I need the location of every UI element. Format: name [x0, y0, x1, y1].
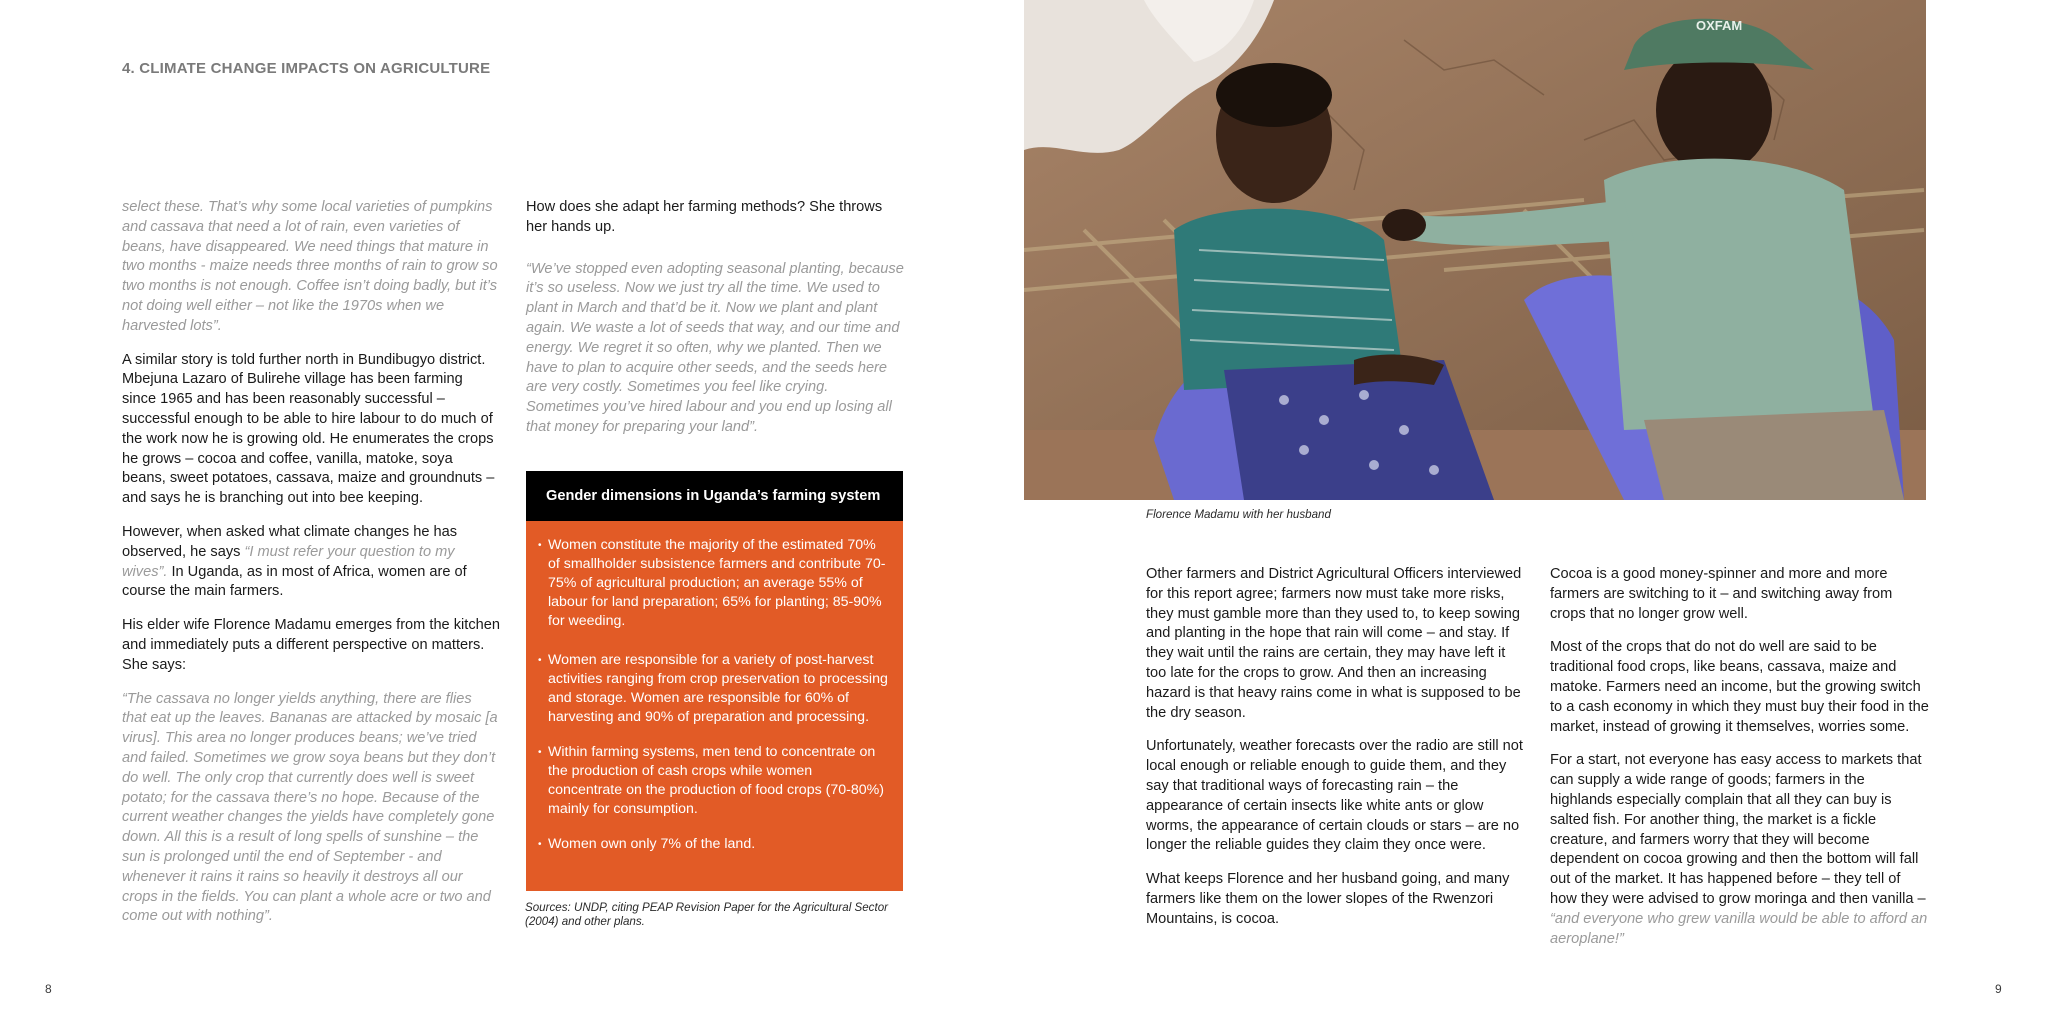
paragraph-text: In Uganda, as in most of Africa, women are of course the main farmers.: [122, 563, 467, 600]
right-column-2: [1550, 565, 1930, 963]
hat-lettering: OXFAM: [1696, 18, 1743, 33]
page-number-left: 8: [45, 982, 52, 996]
quote-paragraph: “The cassava no longer yields anything, there are flies that eat up the leaves. Bananas are attacked by mosaic [a virus]. This area no longer produces beans; we’ve tried and failed. Sometimes we grow soya beans but they don’t do well. The only crop that currently does well is sweet potato; for the cassava there’s no hope. Because of the current weather changes the yields have completely gone down. All this is a result of long spells of sunshine – the sun is prolonged until the end of September - and whenever it rains it rains so heavily it destroys all our crops in the fields. You can plant a whole acre or two and come out with nothing”.: [122, 690, 498, 925]
bullet-text: Women constitute the majority of the estimated 70% of smallholder subsistence farmers and contribute 70-75% of agricultural production; an average 55% of labour for land preparation; 65% for planting; 85-90% for weeding.: [548, 537, 886, 629]
quote-paragraph: “We’ve stopped even adopting seasonal planting, because it’s so useless. Now we just try all the time. We used to plant in March and that’d be it. Now we plant and plant again. We waste a lot of seeds that way, and our time and energy. We regret it so often, why we planted. Then we have to plan to acquire other seeds, and the seeds here are very costly. Sometimes you feel like crying. Sometimes you’ve hired labour and you end up losing all that money for preparing your land”.: [526, 260, 904, 435]
body-paragraph: How does she adapt her farming methods? She throws her hands up.: [526, 199, 883, 235]
body-paragraph: Most of the crops that do not do well are said to be traditional food crops, like beans, cassava, maize and matoke. Farmers need an income, but the growing switch to a cash economy in which they must buy their food in the market, instead of growing it themselves, worries some.: [1550, 639, 1929, 735]
body-paragraph: Cocoa is a good money-spinner and more and more farmers are switching to it – and switching away from crops that no longer grow well.: [1550, 566, 1893, 622]
left-column-2: [526, 198, 904, 452]
bullet-text: Within farming systems, men tend to concentrate on the production of cash crops while women concentrate on the production of food crops (70-80%) mainly for consumption.: [548, 744, 884, 817]
bullet-text: Women are responsible for a variety of post-harvest activities ranging from crop preservation to processing and storage. Women are responsible for 60% of harvesting and 90% of preparation and processing.: [548, 652, 888, 725]
box-bullet-list: [526, 521, 903, 854]
box-bullet-item: [538, 651, 889, 727]
left-column-1: [122, 198, 500, 941]
body-paragraph-mixed: [122, 523, 500, 602]
box-title: Gender dimensions in Uganda’s farming system: [526, 471, 903, 521]
inline-quote: “and everyone who grew vanilla would be able to afford an aeroplane!”: [1550, 910, 1928, 947]
body-paragraph: His elder wife Florence Madamu emerges from the kitchen and immediately puts a different perspective on matters. She says:: [122, 617, 500, 673]
paragraph-text: However, when asked what climate changes he has observed, he says: [122, 523, 458, 560]
section-heading: 4. CLIMATE CHANGE IMPACTS ON AGRICULTURE: [122, 60, 491, 77]
box-bullet-item: [538, 743, 889, 819]
inline-quote: “I must refer your question to my wives”.: [122, 543, 455, 580]
photo-illustration: [1024, 0, 1926, 500]
box-bullet-item: [538, 835, 889, 854]
bullet-icon: •: [538, 540, 542, 551]
page-number-right: 9: [1995, 982, 2002, 996]
body-paragraph: Other farmers and District Agricultural Officers interviewed for this report agree; farmers now must take more risks, they must gamble more than they used to, to keep sowing and planting in the hope that rain will come – and stay. If they wait until the rains are certain, they may have left it too late for the crops to grow. And then an increasing hazard is that heavy rains come in what is supposed to be the dry season.: [1146, 566, 1522, 721]
bullet-text: Women own only 7% of the land.: [548, 836, 756, 852]
box-sources: Sources: UNDP, citing PEAP Revision Paper for the Agricultural Sector (2004) and other plans.: [525, 901, 888, 928]
gender-dimensions-box: [526, 471, 903, 891]
body-paragraph-mixed: [1550, 751, 1930, 949]
right-column-1: [1146, 565, 1524, 944]
body-paragraph: Unfortunately, weather forecasts over the radio are still not local enough or reliable enough to guide them, and they say that traditional ways of forecasting rain – the appearance of certain insects like white ants or glow worms, the appearance of certain clouds or stars – are no longer the reliable guides they claim they once were.: [1146, 738, 1523, 854]
body-paragraph: What keeps Florence and her husband going, and many farmers like them on the lower slopes of the Rwenzori Mountains, is cocoa.: [1146, 871, 1510, 927]
bullet-icon: •: [538, 747, 542, 758]
bullet-icon: •: [538, 839, 542, 850]
paragraph-text: For a start, not everyone has easy access to markets that can supply a wide range of goods; farmers in the highlands especially complain that all they can buy is salted fish. For another thing, the market is a fickle creature, and farmers worry that they will become dependent on cocoa growing and then the bottom will fall out of the market. It has happened before – they tell of how they were advised to grow moringa and then vanilla –: [1550, 752, 1926, 907]
box-bullet-item: [538, 536, 889, 631]
photo-caption: Florence Madamu with her husband: [1146, 508, 1331, 521]
photo-florence-and-husband: [1024, 0, 1926, 500]
bullet-icon: •: [538, 655, 542, 666]
body-paragraph: A similar story is told further north in Bundibugyo district. Mbejuna Lazaro of Bulirehe village has been farming since 1965 and has been reasonably successful – successful enough to be able to hire labour to do much of the work now he is growing old. He enumerates the crops he grows – cocoa and coffee, vanilla, matoke, soya beans, sweet potatoes, cassava, maize and groundnuts – and says he is branching out into bee keeping.: [122, 351, 495, 507]
quote-paragraph: select these. That’s why some local varieties of pumpkins and cassava that need a lot of rain, even varieties of beans, have disappeared. We need things that mature in two months - maize needs three months of rain to grow so two months is not enough. Coffee isn’t doing badly, but it’s not doing well either – not like the 1970s when we harvested lots”.: [122, 199, 498, 334]
